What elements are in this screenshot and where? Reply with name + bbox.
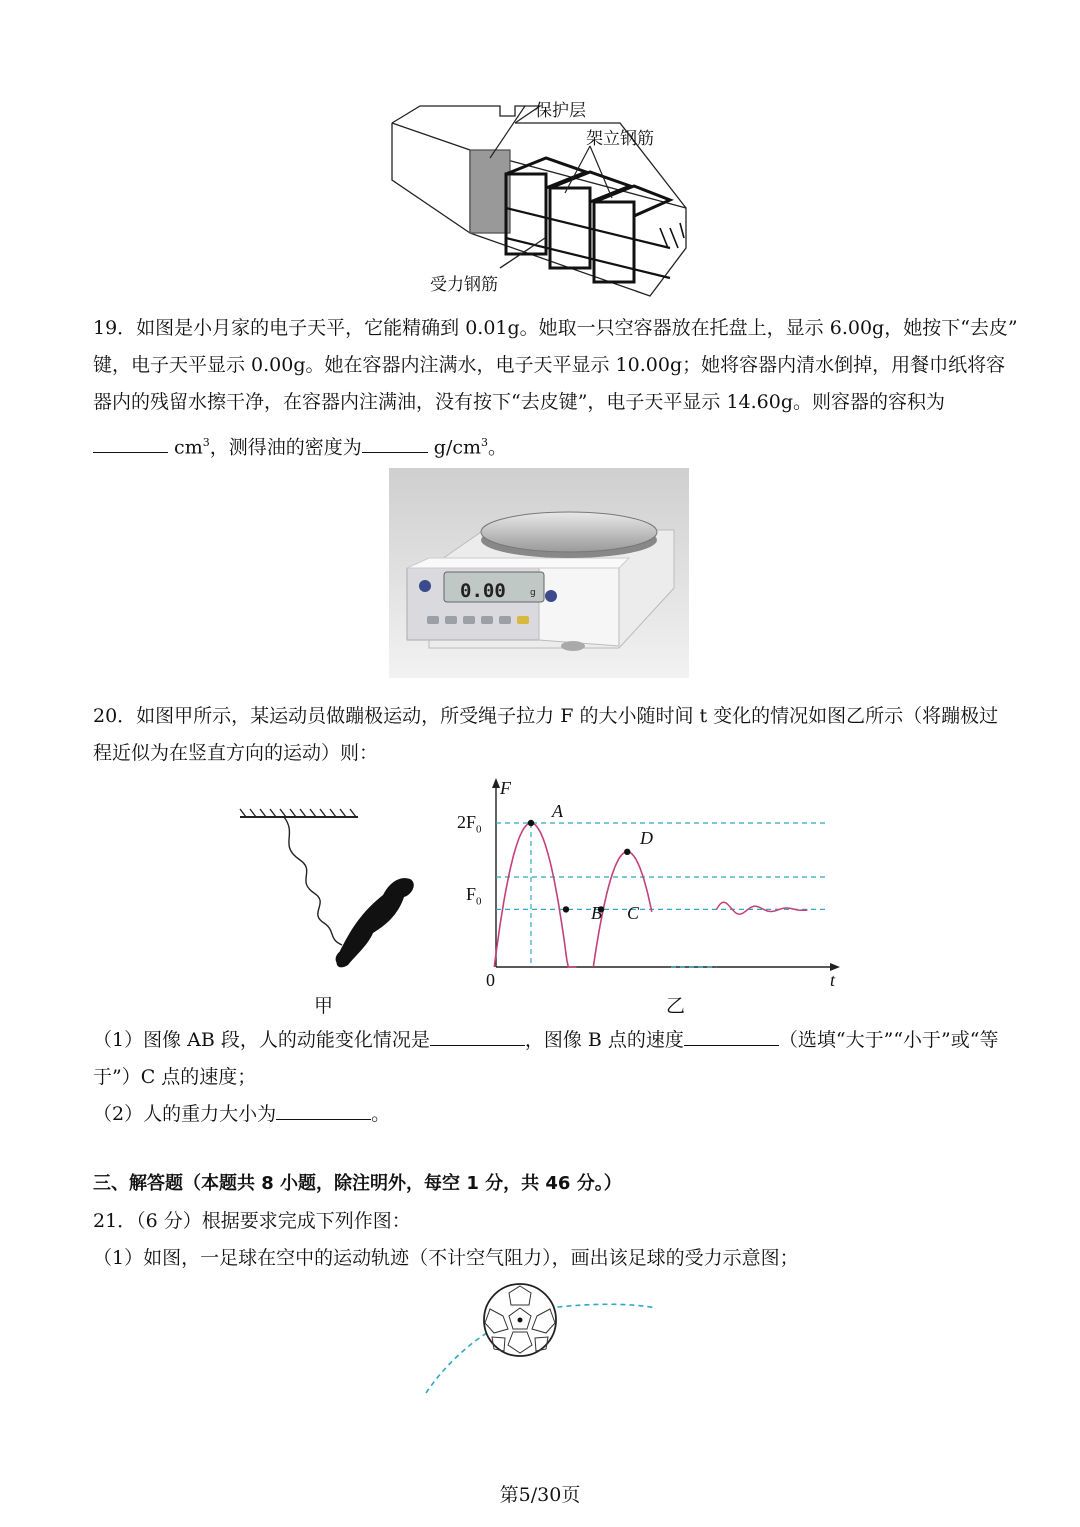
point-A xyxy=(528,820,534,826)
label-protective-layer: 保护层 xyxy=(535,101,586,121)
q19-unit-volume: cm xyxy=(174,436,203,459)
q20-sub2-text-a: （2）人的重力大小为 xyxy=(93,1103,277,1125)
y-axis-arrow xyxy=(492,778,500,788)
graph-origin-label: 0 xyxy=(486,970,495,990)
graph-x-axis-label: t xyxy=(830,970,836,990)
label-erection-rebar: 架立钢筋 xyxy=(586,129,654,149)
q20-sub1-line2: 于”）C 点的速度； xyxy=(93,1066,257,1088)
bungee-jumper-figure xyxy=(238,805,418,985)
section3-heading: 三、解答题（本题共 8 小题，除注明外，每空 1 分，共 46 分。） xyxy=(93,1173,622,1194)
football-icon xyxy=(484,1284,556,1356)
q19-line3: 器内的残留水擦干净，在容器内注满油，没有按下“去皮键”，电子天平显示 14.60g。则容器的容积为 xyxy=(93,391,946,413)
q20-line1: 20．如图甲所示，某运动员做蹦极运动，所受绳子拉力 F 的大小随时间 t 变化的情况如图乙所示（将蹦极过 xyxy=(93,705,999,727)
q20-sub1-text-c: （选填“大于”“小于”或“等 xyxy=(778,1029,999,1051)
force-curve-arc1 xyxy=(494,823,576,967)
force-time-graph xyxy=(440,770,850,995)
graph-ytick-2F0: $2F_0$ xyxy=(457,812,482,836)
q19-unit-density-exp: 3 xyxy=(481,436,489,449)
q19-unit-density: g/cm xyxy=(433,436,482,459)
balance-display-readout: 0.00 xyxy=(460,580,506,602)
force-curve-oscillation xyxy=(717,902,808,914)
q19-end: 。 xyxy=(488,436,508,459)
point-label-C: C xyxy=(627,903,640,923)
electronic-balance-photo xyxy=(389,468,689,678)
q20-sub1-text-b: ，图像 B 点的速度 xyxy=(524,1029,684,1051)
point-label-A: A xyxy=(552,801,563,821)
q21-part1: （1）如图，一足球在空中的运动轨迹（不计空气阻力），画出该足球的受力示意图； xyxy=(93,1247,799,1269)
label-stress-rebar: 受力钢筋 xyxy=(430,275,498,295)
q20-line2: 程近似为在竖直方向的运动）则： xyxy=(93,742,379,764)
q20-answer-blank-speed[interactable] xyxy=(684,1027,779,1046)
q21-title: 21．（6 分）根据要求完成下列作图： xyxy=(93,1210,411,1232)
q20-sub1-line1 xyxy=(93,1027,998,1053)
balance-display-unit: g xyxy=(530,588,536,598)
q19-unit-volume-exp: 3 xyxy=(202,436,210,449)
q19-line1: 19．如图是小月家的电子天平，它能精确到 0.01g。她取一只空容器放在托盘上，显示 6.00g，她按下“去皮” xyxy=(93,317,1018,339)
q19-answer-blank-density[interactable] xyxy=(362,434,428,453)
point-B xyxy=(563,906,569,912)
q19-line4 xyxy=(93,430,507,460)
point-label-D: D xyxy=(640,828,653,848)
point-D xyxy=(624,849,630,855)
graph-ytick-F0: $F_0$ xyxy=(466,884,482,908)
q20-sub2-text-b: 。 xyxy=(371,1103,391,1125)
q20-sub1-text-a: （1）图像 AB 段，人的动能变化情况是 xyxy=(93,1029,430,1051)
figure-label-jia: 甲 xyxy=(314,995,334,1017)
q19-line2: 键，电子天平显示 0.00g。她在容器内注满水，电子天平显示 10.00g；她将容器内清水倒掉，用餐巾纸将容 xyxy=(93,354,1006,376)
q19-answer-blank-volume[interactable] xyxy=(93,434,168,453)
q20-answer-blank-gravity[interactable] xyxy=(276,1101,371,1120)
graph-y-axis-label: F xyxy=(500,778,511,798)
page-number: 第5/30页 xyxy=(499,1484,581,1506)
q20-answer-blank-kinetic[interactable] xyxy=(430,1027,525,1046)
q19-mid-text: ，测得油的密度为 xyxy=(209,436,362,459)
point-label-B: B xyxy=(591,903,602,923)
figure-label-yi: 乙 xyxy=(666,995,686,1017)
football-trajectory-figure xyxy=(420,1283,670,1398)
q20-sub2-line xyxy=(93,1101,390,1127)
